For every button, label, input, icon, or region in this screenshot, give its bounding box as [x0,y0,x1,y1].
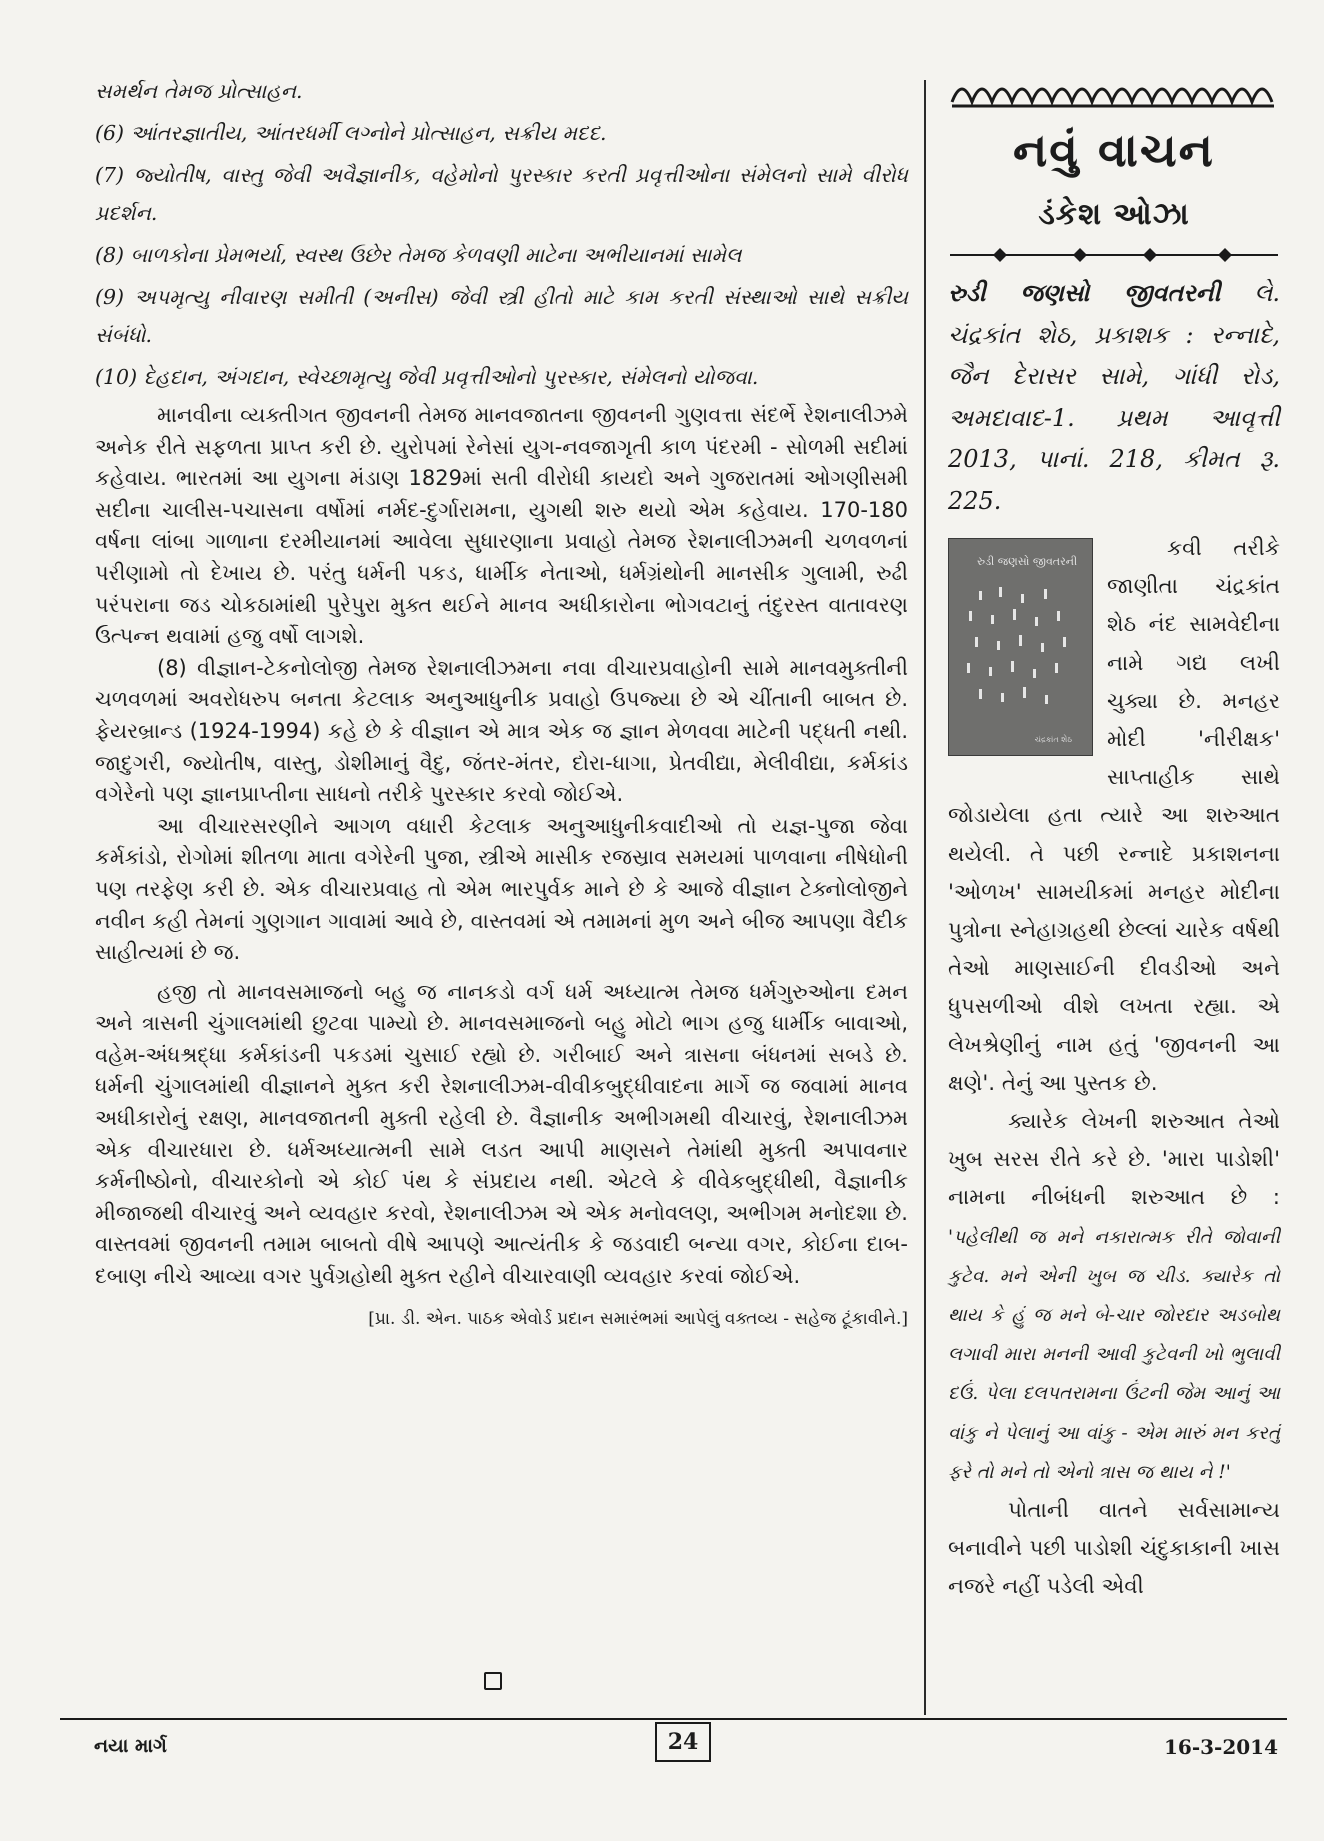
review-paragraph [948,1492,1280,1607]
list-item-7: (7) જ્યોતીષ, વાસ્તુ જેવી અવૈજ્ઞાનીક, વહેમોનો પુરસ્કાર કરતી પ્રવૃત્તીઓના સંમેલનો સામે વીરોધ પ્રદર્શન. [95,163,908,225]
column-title: નવું વાચન [1013,123,1215,177]
article-paragraph [95,977,908,1293]
paragraph-text: (8) વીજ્ઞાન-ટેકનોલોજી તેમજ રેશનાલીઝમના નવા વીચારપ્રવાહોની સામે માનવમુક્તીની ચળવળમાં અવરોધરુપ બનતા કેટલાક અનુઆધુનીક પ્રવાહો ઉપજ્યા છે એ ચીંતાની બાબત છે. ફેયરબ્રાન્ડ (1924-1994) કહે છે કે વીજ્ઞાન એ માત્ર એક જ જ્ઞાન મેળવવા માટેની પદ્ધતી નથી. જાદુગરી, જ્યોતીષ, વાસ્તુ, ડોશીમાનું વૈદુ, જંતર-મંતર, દોરા-ધાગા, પ્રેતવીદ્યા, મેલીવીદ્યા, કર્મકાંડ વગેરેનો પણ જ્ઞાનપ્રાપ્તીના સાધનો તરીકે પુરસ્કાર કરવો જોઈએ. [95,655,908,807]
list-item-8: (8) બાળકોના પ્રેમભર્યા, સ્વસ્થ ઉછેર તેમજ કેળવણી માટેના અભીયાનમાં સામેલ [95,243,742,267]
cover-author: ચંદ્રકાંત શેઠ [1034,735,1072,744]
review-text: પોતાની વાતને સર્વસામાન્ય બનાવીને પછી પાડોશી ચંદુકાકાની ખાસ નજરે નહીં પડેલી એવી [948,1498,1280,1600]
list-item-9: (9) અપમૃત્યુ નીવારણ સમીતી (અનીસ) જેવી સ્ત્રી હીતો માટે કામ કરતી સંસ્થાઓ સાથે સક્રીય સંબંધો. [95,285,908,347]
footer-rule [60,1718,1287,1720]
ornamental-divider-icon [948,244,1280,266]
source-note: [પ્રા. ડી. એન. પાઠક એવોર્ડ પ્રદાન સમારંભમાં આપેલું વક્તવ્ય - સહેજ ટૂંકાવીને.] [368,1308,908,1329]
list-item-6: (6) આંતરજ્ઞાતીય, આંતરધર્મી લગ્નોને પ્રોત્સાહન, સક્રીય મદદ. [95,121,607,145]
review-text: કવી તરીકે જાણીતા ચંદ્રકાંત શેઠ નંદ સામવેદીના નામે ગદ્ય લખી ચુક્યા છે. મનહર મોદી 'નીરીક્ષક' સાપ્તાહીક સાથે જોડાયેલા હતા ત્યારે આ શરુઆત થયેલી. તે પછી રન્નાદે પ્રકાશનના 'ઓળખ' સામયીકમાં મનહર મોદીના પુત્રોના સ્નેહાગ્રહથી છેલ્લાં ચારેક વર્ષથી તેઓ માણસાઈની દીવડીઓ અને ધુપસળીઓ વીશે લખતા રહ્યા. એ લેખશ્રેણીનું નામ હતું 'જીવનની આ ક્ષણે'. તેનું આ પુસ્તક છે. [948,536,1280,1096]
book-title: રુડી જણસો જીવતરની [948,278,1221,307]
paragraph-text: આ વીચારસરણીને આગળ વધારી કેટલાક અનુઆધુનીકવાદીઓ તો યજ્ઞ-પુજા જેવા કર્મકાંડો, રોગોમાં શીતળા માતા વગેરેની પુજા, સ્ત્રીએ માસીક રજસ્રાવ સમયમાં પાળવાના નીષેધોની પણ તરફેણ કરી છે. એક વીચારપ્રવાહ તો એમ ભારપુર્વક માને છે કે આજે વીજ્ઞાન ટેક્નોલોજીને નવીન કહી તેમનાં ગુણગાન ગાવામાં આવે છે, વાસ્તવમાં એ તમામનાં મુળ અને બીજ આપણા વૈદીક સાહીત્યમાં છે જ. [95,813,908,965]
cover-figures-icon [949,539,1092,755]
book-publication-info: લે. ચંદ્રકાંત શેઠ, પ્રકાશક : રન્નાદે, જૈન દેરાસર સામે, ગાંધી રોડ, અમદાવાદ-1. પ્રથમ આવૃત્તી 2013, પાનાં. 218, કીમત રૂ. 225. [948,279,1280,515]
review-quote: 'પહેલીથી જ મને નકારાત્મક રીતે જોવાની કુટેવ. મને એની ખુબ જ ચીડ. ક્યારેક તો થાય કે હું જ મને બે-ચાર જોરદાર અડબોથ લગાવી મારા મનની આવી કુટેવની ખો ભુલાવી દઉં. પેલા દલપતરામના ઉંટની જેમ આનું આ વાંકુ ને પેલાનું આ વાંકુ - એમ મારું મન કરતું ફરે તો મને તો એનો ત્રાસ જ થાય ને !' [948,1226,1280,1483]
list-continuation: સમર્થન તેમજ પ્રોત્સાહન. [95,79,303,103]
paragraph-text: માનવીના વ્યક્તીગત જીવનની તેમજ માનવજાતના જીવનની ગુણવત્તા સંદર્ભે રેશનાલીઝમે અનેક રીતે સફળતા પ્રાપ્ત કરી છે. યુરોપમાં રેનેસાં યુગ-નવજાગૃતી કાળ પંદરમી - સોળમી સદીમાં કહેવાય. ભારતમાં આ યુગના મંડાણ 1829માં સતી વીરોધી કાયદો અને ગુજરાતમાં ઓગણીસમી સદીના ચાલીસ-પચાસના વર્ષોમાં નર્મદ-દુર્ગારામના, યુગથી શરુ થયો એમ કહેવાય. 170-180 વર્ષના લાંબા ગાળાના દરમીયાનમાં આવેલા સુધારણાના પ્રવાહો તેમજ રેશનાલીઝમની ચળવળનાં પરીણામો તો દેખાય છે. પરંતુ ધર્મની પકડ, ધાર્મીક નેતાઓ, ધર્મગ્રંથોની માનસીક ગુલામી, રુઢી પરંપરાના જડ ચોકઠામાંથી પુરેપુરા મુક્ત થઈને માનવ અધીકારોના ભોગવટાનું તંદુરસ્ત વાતાવરણ ઉત્પન્ન થવામાં હજુ વર્ષો લાગશે. [95,403,908,649]
decorative-border-icon [948,72,1280,112]
column-divider [924,80,926,1715]
review-text: ક્યારેક લેખની શરુઆત તેઓ ખુબ સરસ રીતે કરે છે. 'મારા પાડોશી' નામના નીબંધની શરુઆત છે : [948,1109,1280,1211]
article-paragraph [95,811,908,969]
issue-date: 16-3-2014 [1163,1735,1278,1759]
article-column [95,72,908,1331]
book-review-column [948,72,1280,1607]
book-cover-image [948,538,1093,756]
review-paragraph [948,1103,1280,1492]
article-paragraph [95,653,908,811]
end-of-article-square-icon [484,1672,502,1690]
reviewer-name: ડંકેશ ઓઝા [1038,197,1190,232]
book-details [948,272,1280,522]
cover-title: રુડી જણસો જીવતરની [977,555,1078,568]
page-number: 24 [655,1722,711,1762]
paragraph-text: હજી તો માનવસમાજનો બહુ જ નાનકડો વર્ગ ધર્મ અધ્યાત્મ તેમજ ધર્મગુરુઓના દમન અને ત્રાસની ચુંગાલમાંથી છુટવા પામ્યો છે. માનવસમાજનો બહુ મોટો ભાગ હજુ ધાર્મીક બાવાઓ, વહેમ-અંધશ્રદ્ધા કર્મકાંડની પકડમાં ચુસાઈ રહ્યો છે. ગરીબાઈ અને ત્રાસના બંધનમાં સબડે છે. ધર્મની ચુંગાલમાંથી વીજ્ઞાનને મુક્ત કરી રેશનાલીઝમ-વીવીકબુદ્ધીવાદના માર્ગે જ જવામાં માનવ અધીકારોનું રક્ષણ, માનવજાતની મુક્તી રહેલી છે. વૈજ્ઞાનીક અભીગમથી વીચારવું, રેશનાલીઝમ એક વીચારધારા છે. ધર્મઅધ્યાત્મની સામે લડત આપી માણસને તેમાંથી મુક્તી અપાવનાર કર્મનીષ્ઠોનો, વીચારકોનો એ કોઈ પંથ કે સંપ્રદાય નથી. એટલે કે વીવેકબુદ્ધીથી, વૈજ્ઞાનીક મીજાજથી વીચારવું અને વ્યવહાર કરવો, રેશનાલીઝમ એ એક મનોવલણ, અભીગમ મનોદશા છે. વાસ્તવમાં જીવનની તમામ બાબતો વીષે આપણે આત્યંતીક કે જડવાદી બન્યા વગર, કોઈના દાબ-દબાણ નીચે આવ્યા વગર પુર્વગ્રહોથી મુક્ત રહીને વીચારવાણી વ્યવહાર કરવાં જોઈએ. [95,979,908,1289]
article-paragraph [95,400,908,653]
publication-name: નયા માર્ગ [94,1735,167,1757]
list-item-10: (10) દેહદાન, અંગદાન, સ્વેચ્છામૃત્યુ જેવી પ્રવૃત્તીઓનો પુરસ્કાર, સંમેલનો યોજવા. [95,365,759,389]
